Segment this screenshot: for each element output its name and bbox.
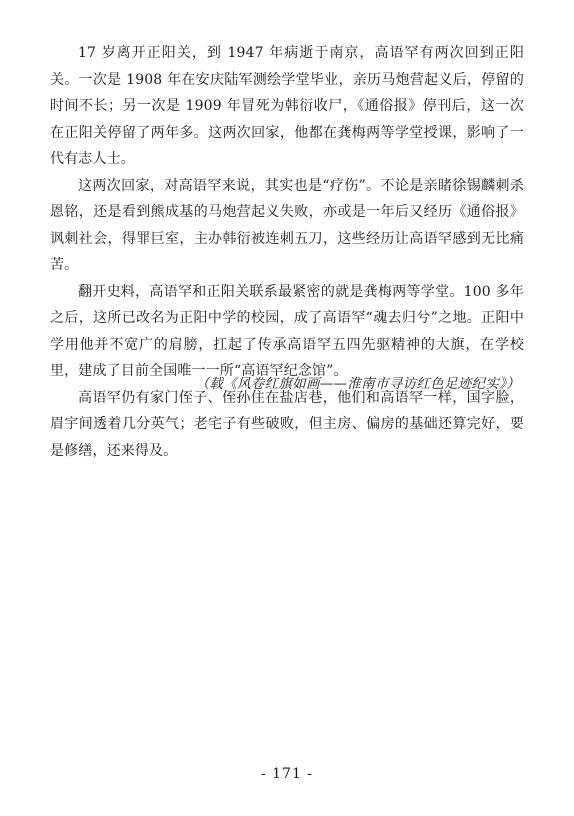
- article-body: [50, 40, 524, 464]
- paragraph-1: 17 岁离开正阳关，到 1947 年病逝于南京，高语罕有两次回到正阳关。一次是 1908 年在安庆陆军测绘学堂毕业，亲历马炮营起义后，停留的时间不长；另一次是 1909 年冒死为韩衍收尸，《通俗报》停刊后，这一次在正阳关停留了两年多。这两次回家，他都在龚梅两等学堂授课，影响了一代有志人士。: [50, 45, 524, 167]
- source-citation: （载《风卷红旗如画——淮南市寻访红色足迹纪实》）: [195, 376, 520, 392]
- paragraph-3: 翻开史料，高语罕和正阳关联系最紧密的就是龚梅两等学堂。100 多年之后，这所已改名为正阳中学的校园，成了高语罕“魂去归兮”之地。正阳中学用他并不宽广的肩膀，扛起了传承高语罕五四先驱精神的大旗，在学校里，建成了目前全国唯一一所“高语罕纪念馆”。: [50, 283, 524, 379]
- paragraph-2: 这两次回家，对高语罕来说，其实也是“疗伤”。不论是亲睹徐锡麟刺杀恩铭，还是看到熊成基的马炮营起义失败，亦或是一年后又经历《通俗报》讽刺社会，得罪巨室，主办韩衍被连刺五刀，这些经历让高语罕感到无比痛苦。: [50, 177, 524, 273]
- page-number: - 171 -: [260, 766, 314, 782]
- paragraph-4: 高语罕仍有家门侄子、侄孙住在盐店巷，他们和高语罕一样，国字脸，眉宇间透着几分英气；老宅子有些破败，但主房、偏房的基础还算完好，要是修缮，还来得及。: [50, 389, 524, 459]
